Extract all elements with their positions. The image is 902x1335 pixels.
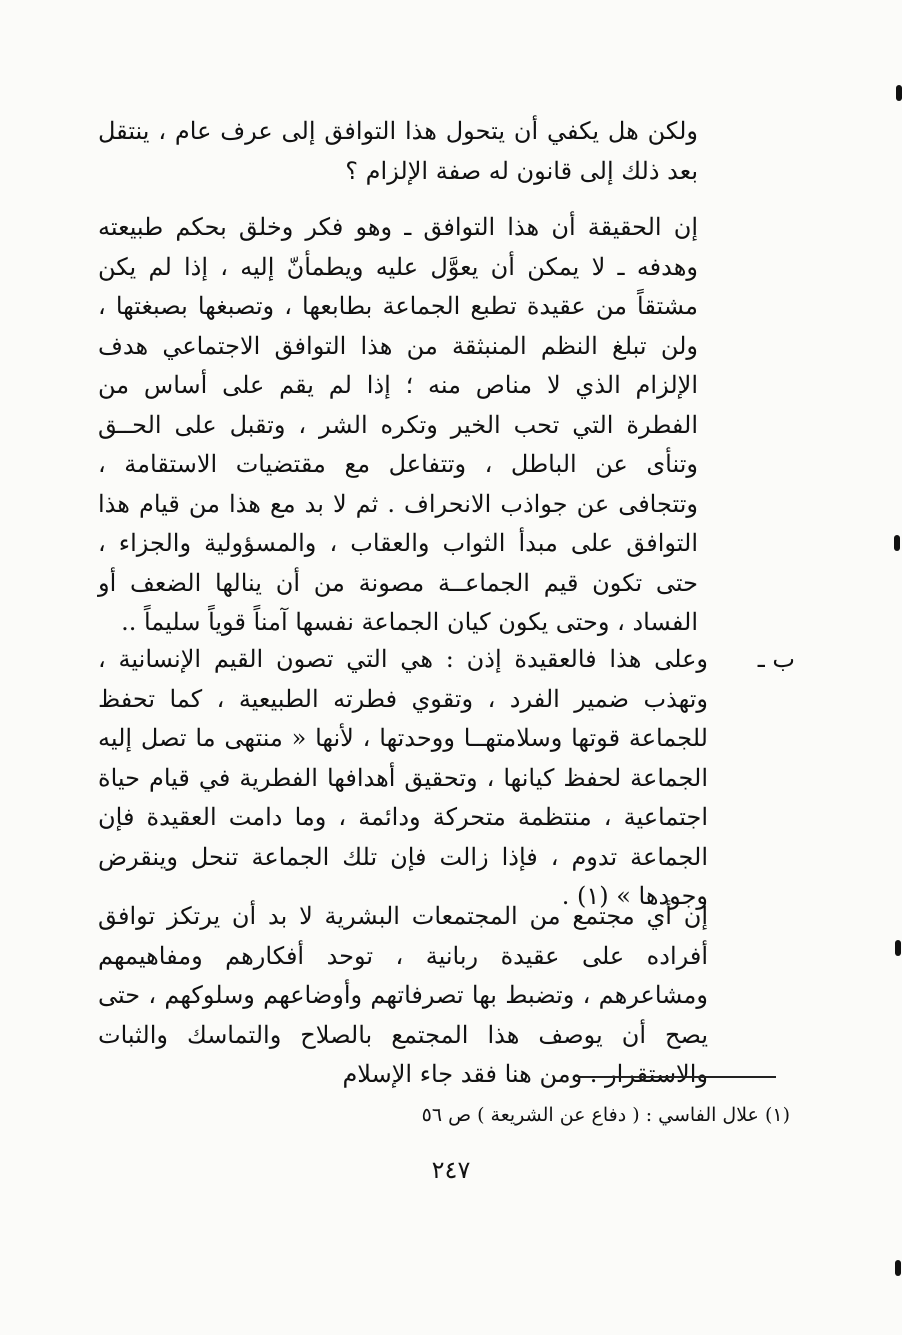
scan-edge-mark — [895, 1260, 901, 1276]
scan-edge-mark — [895, 940, 901, 956]
scan-edge-mark — [894, 535, 900, 551]
paragraph-question: ولكن هل يكفي أن يتحول هذا التوافق إلى عرف عام ، ينتقل بعد ذلك إلى قانون له صفة الإلزام ؟ — [98, 117, 698, 185]
section-marker: ب ـ — [757, 645, 795, 673]
footnote: (١) علال الفاسي : ( دفاع عن الشريعة ) ص ٥٦ — [421, 1104, 790, 1126]
page-number: ٢٤٧ — [431, 1156, 471, 1184]
footnote-divider — [578, 1076, 776, 1078]
paragraph-truth: إن الحقيقة أن هذا التوافق ـ وهو فكر وخلق بحكم طبيعته وهدفه ـ لا يمكن أن يعوَّل عليه ويطمأنّ إليه ، إذا لم يكن مشتقاً من عقيدة تطبع الجماعة بطابعها ، وتصبغها بصبغتها ، ولن تبلغ النظم المنبثقة من هذا التوافق الاجتماعي هدف الإلزام الذي لا مناص منه ؛ إذا لم يقم على أساس من الفطرة التي تحب الخير وتكره الشر ، وتقبل على الحــق وتنأى عن الباطل ، وتتفاعل مع مقتضيات الاستقامة ، وتتجافى عن جواذب الانحراف . ثم لا بد مع هذا من قيام هذا التوافق على مبدأ الثواب والعقاب ، والمسؤولية والجزاء ، حتى تكون قيم الجماعــة مصونة من أن ينالها الضعف أو الفساد ، وحتى يكون كيان الجماعة نفسها آمناً قوياً سليماً .. — [98, 213, 698, 636]
scan-edge-mark — [896, 85, 902, 101]
paragraph-belief: وعلى هذا فالعقيدة إذن : هي التي تصون القيم الإنسانية ، وتهذب ضمير الفرد ، وتقوي فطرته الطبيعية ، كما تحفظ للجماعة قوتها وسلامتهــا ووحدتها ، لأنها « منتهى ما تصل إليه الجماعة لحفظ كيانها ، وتحقيق أهدافها الفطرية في قيام حياة اجتماعية ، منتظمة متحركة ودائمة ، وما دامت العقيدة فإن الجماعة تدوم ، فإذا زالت فإن تلك الجماعة تنحل وينقرض وجودها » (١) . — [98, 645, 708, 910]
paragraph-society: إن أي مجتمع من المجتمعات البشرية لا بد أن يرتكز توافق أفراده على عقيدة ربانية ، توحد أفكارهم ومفاهيمهم ومشاعرهم ، وتضبط بها تصرفاتهم وأوضاعهم وسلوكهم ، حتى يصح أن يوصف هذا المجتمع بالصلاح والتماسك والثبات والاستقرار . ومن هنا فقد جاء الإسلام — [98, 902, 708, 1088]
